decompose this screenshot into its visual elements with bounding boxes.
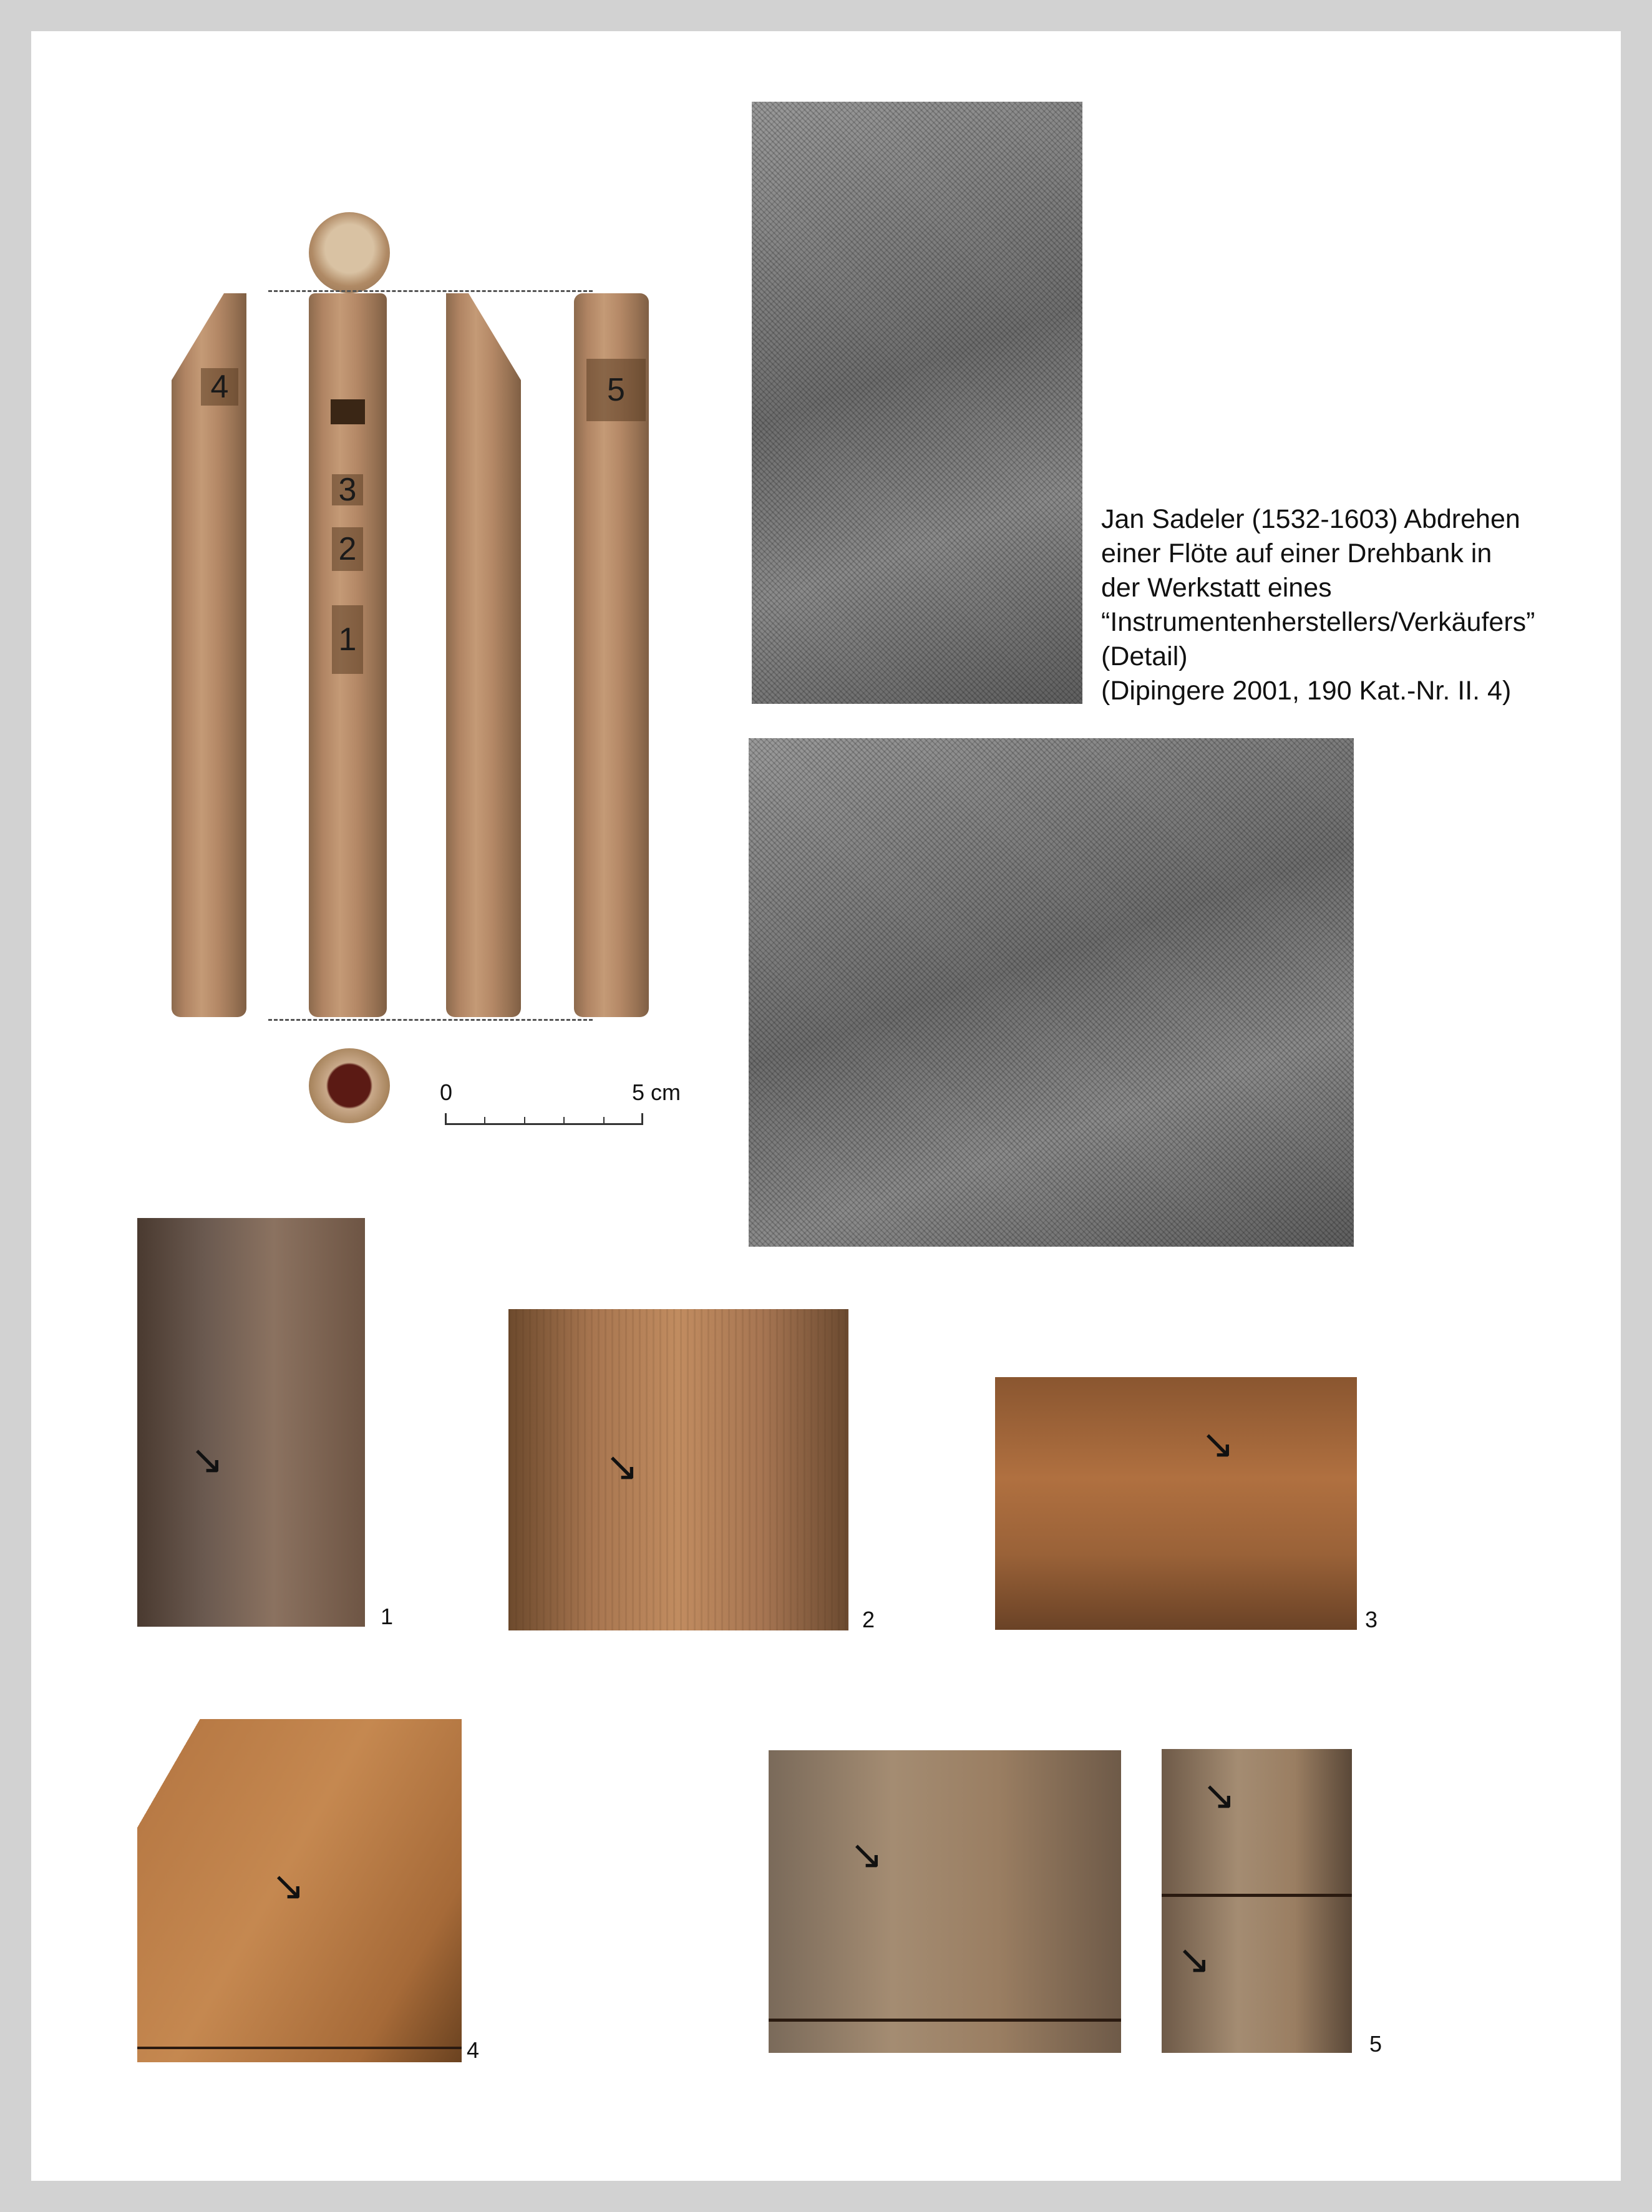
detail-photo-5a bbox=[769, 1750, 1121, 2053]
caption-line-2: einer Flöte auf einer Drehbank in bbox=[1101, 538, 1492, 568]
arrow-icon: ↘ bbox=[850, 1832, 883, 1877]
detail-photo-4 bbox=[137, 1719, 462, 2062]
flute-window bbox=[331, 399, 365, 424]
detail-number-1: 1 bbox=[381, 1604, 394, 1629]
arrow-icon: ↘ bbox=[1177, 1937, 1211, 1982]
arrow-icon: ↘ bbox=[1201, 1421, 1235, 1466]
guide-line-bottom bbox=[268, 1019, 593, 1021]
figure-page bbox=[31, 31, 1621, 2181]
detail-photo-3 bbox=[995, 1377, 1357, 1630]
detail-number-3: 3 bbox=[1365, 1607, 1378, 1632]
flute-label-5: 5 bbox=[586, 359, 646, 421]
caption-line-1: Jan Sadeler (1532-1603) Abdrehen bbox=[1101, 504, 1520, 534]
flute-label-4: 4 bbox=[201, 368, 238, 406]
detail-photo-5b bbox=[1162, 1749, 1352, 2053]
arrow-icon: ↘ bbox=[271, 1863, 305, 1908]
arrow-icon: ↘ bbox=[605, 1444, 639, 1489]
flute-view-right bbox=[446, 293, 521, 1017]
caption-line-4: “Instrumentenherstellers/Verkäufers” bbox=[1101, 607, 1535, 637]
detail-number-5: 5 bbox=[1369, 2031, 1382, 2057]
detail-photo-2 bbox=[508, 1309, 848, 1630]
arrow-icon: ↘ bbox=[1202, 1773, 1236, 1818]
flute-bottom-end-view bbox=[309, 1048, 390, 1123]
flute-top-end-view bbox=[309, 212, 390, 293]
scale-bar bbox=[440, 1079, 681, 1129]
engraving-detail-image bbox=[749, 738, 1354, 1247]
scale-start-label: 0 bbox=[440, 1079, 453, 1105]
flute-label-1: 1 bbox=[332, 605, 363, 674]
flute-label-3: 3 bbox=[332, 474, 363, 505]
caption-line-5: (Detail) bbox=[1101, 641, 1188, 671]
scale-end-label: 5 cm bbox=[632, 1079, 681, 1105]
arrow-icon: ↘ bbox=[190, 1437, 224, 1482]
detail-number-2: 2 bbox=[862, 1607, 875, 1632]
caption-line-6: (Dipingere 2001, 190 Kat.-Nr. II. 4) bbox=[1101, 676, 1512, 706]
scale-line bbox=[445, 1123, 643, 1125]
engraving-caption bbox=[1101, 502, 1600, 708]
detail-photo-1 bbox=[137, 1218, 365, 1627]
detail-number-4: 4 bbox=[467, 2037, 480, 2063]
flute-label-2: 2 bbox=[332, 527, 363, 571]
guide-line-top bbox=[268, 290, 593, 292]
caption-line-3: der Werkstatt eines bbox=[1101, 573, 1332, 603]
engraving-image bbox=[752, 102, 1082, 704]
